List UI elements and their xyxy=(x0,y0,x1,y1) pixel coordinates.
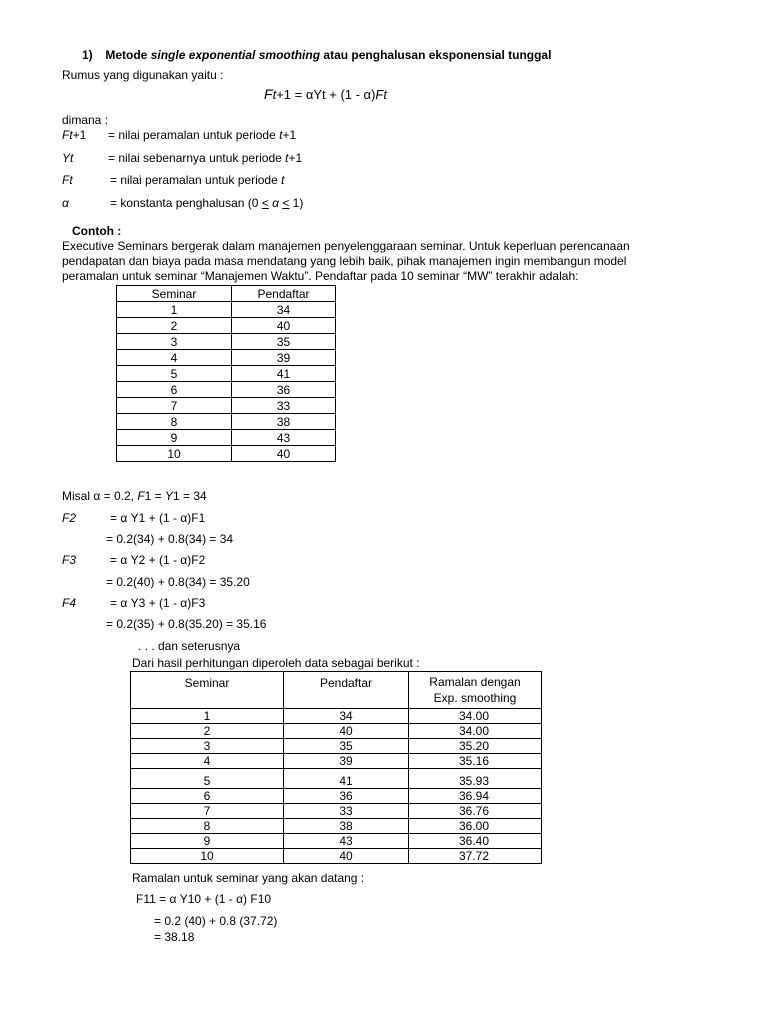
table-cell: 35.93 xyxy=(409,769,542,789)
table-cell: 35 xyxy=(232,334,336,350)
table-row xyxy=(131,819,542,834)
table-row xyxy=(117,366,336,382)
table-cell: 40 xyxy=(232,318,336,334)
calc-equation: = α Y2 + (1 - α)F2 xyxy=(110,553,206,567)
result-intro: Dari hasil perhitungan diperoleh data sebagai berikut : xyxy=(132,656,420,670)
heading-suffix: atau penghalusan eksponensial tunggal xyxy=(320,48,552,62)
table-row xyxy=(117,430,336,446)
table-cell: 39 xyxy=(232,350,336,366)
table-cell: 10 xyxy=(131,849,284,864)
table-row xyxy=(131,834,542,849)
definition-row: Ft+1 xyxy=(62,128,87,142)
table-row xyxy=(131,804,542,819)
table-cell: 38 xyxy=(232,414,336,430)
table-cell: 34.00 xyxy=(409,709,542,724)
table-cell: 33 xyxy=(284,804,409,819)
forecast-equation: F11 = α Y10 + (1 - α) F10 xyxy=(136,892,272,906)
column-header: Seminar xyxy=(131,672,284,709)
table-cell: 5 xyxy=(117,366,232,382)
definition-row: α xyxy=(62,196,69,210)
calc-value: = 0.2(35) + 0.8(35.20) = 35.16 xyxy=(106,617,267,631)
intro-text: Rumus yang digunakan yaitu : xyxy=(62,68,224,82)
column-header: Pendaftar xyxy=(284,672,409,709)
table-row xyxy=(131,724,542,739)
table-cell: 9 xyxy=(117,430,232,446)
table-row xyxy=(131,789,542,804)
table-cell: 36.94 xyxy=(409,789,542,804)
paragraph-line: pendapatan dan biaya pada masa mendatang yang lebih baik, pihak manajemen ingin membangun model xyxy=(62,254,627,268)
heading-prefix: Metode xyxy=(105,48,151,62)
table-cell: 6 xyxy=(131,789,284,804)
table-row xyxy=(117,318,336,334)
heading-italic: single exponential smoothing xyxy=(150,48,321,62)
forecast-substitution: = 0.2 (40) + 0.8 (37.72) xyxy=(154,914,278,928)
table-cell: 35 xyxy=(284,739,409,754)
table-cell: 36 xyxy=(232,382,336,398)
table-cell: 39 xyxy=(284,754,409,769)
column-header: Seminar xyxy=(117,286,232,302)
forecast-result: = 38.18 xyxy=(154,930,195,944)
calc-equation: = α Y1 + (1 - α)F1 xyxy=(110,511,206,525)
table-header-row xyxy=(131,672,542,709)
calc-label: F2 xyxy=(62,511,77,525)
forecast-table xyxy=(130,671,542,864)
table-row xyxy=(131,769,542,789)
column-header: Pendaftar xyxy=(232,286,336,302)
table-row xyxy=(131,739,542,754)
calc-value: = 0.2(40) + 0.8(34) = 35.20 xyxy=(106,575,250,589)
table-row xyxy=(117,302,336,318)
table-cell: 35.16 xyxy=(409,754,542,769)
misal-line: Misal α = 0.2, F1 = Y1 = 34 xyxy=(62,489,207,503)
table-cell: 33 xyxy=(232,398,336,414)
column-header: Ramalan dengan Exp. smoothing xyxy=(409,672,542,709)
table-cell: 41 xyxy=(284,769,409,789)
table-row xyxy=(117,382,336,398)
table-row xyxy=(131,709,542,724)
definition-text: = nilai peramalan untuk periode t xyxy=(110,173,285,187)
table-cell: 41 xyxy=(232,366,336,382)
table-cell: 3 xyxy=(117,334,232,350)
section-heading xyxy=(82,48,551,62)
registrants-table xyxy=(116,285,336,462)
table-cell: 10 xyxy=(117,446,232,462)
table-row xyxy=(117,414,336,430)
table-row xyxy=(131,754,542,769)
table-header-row xyxy=(117,286,336,302)
table-row xyxy=(131,849,542,864)
dimana-label: dimana : xyxy=(62,113,109,127)
calc-label: F4 xyxy=(62,596,77,610)
table-cell: 2 xyxy=(131,724,284,739)
definition-text: = nilai sebenarnya untuk periode t+1 xyxy=(108,151,303,165)
table-cell: 1 xyxy=(117,302,232,318)
table-cell: 8 xyxy=(131,819,284,834)
table-cell: 4 xyxy=(131,754,284,769)
table-cell: 4 xyxy=(117,350,232,366)
definition-row: Ft xyxy=(62,173,73,187)
table-cell: 1 xyxy=(131,709,284,724)
table-cell: 37.72 xyxy=(409,849,542,864)
calc-label: F3 xyxy=(62,553,77,567)
table-cell: 2 xyxy=(117,318,232,334)
table-row xyxy=(117,446,336,462)
definition-row: Yt xyxy=(62,151,74,165)
contoh-heading: Contoh : xyxy=(72,224,122,238)
etc-text: . . . dan seterusnya xyxy=(138,639,241,653)
table-cell: 36 xyxy=(284,789,409,804)
table-row xyxy=(117,398,336,414)
table-cell: 34 xyxy=(232,302,336,318)
table-cell: 7 xyxy=(131,804,284,819)
table-cell: 8 xyxy=(117,414,232,430)
paragraph-line: peramalan untuk seminar “Manajemen Waktu”. Pendaftar pada 10 seminar “MW” terakhir adalah: xyxy=(62,269,579,283)
table-cell: 36.76 xyxy=(409,804,542,819)
heading-number: 1) xyxy=(82,48,93,62)
table-cell: 5 xyxy=(131,769,284,789)
table-cell: 40 xyxy=(284,849,409,864)
calc-equation: = α Y3 + (1 - α)F3 xyxy=(110,596,206,610)
calc-value: = 0.2(34) + 0.8(34) = 34 xyxy=(106,532,234,546)
table-cell: 36.00 xyxy=(409,819,542,834)
table-cell: 35.20 xyxy=(409,739,542,754)
table-cell: 34.00 xyxy=(409,724,542,739)
table-cell: 3 xyxy=(131,739,284,754)
definition-text: = konstanta penghalusan (0 < α < 1) xyxy=(110,196,304,210)
table-cell: 40 xyxy=(232,446,336,462)
table-cell: 7 xyxy=(117,398,232,414)
table-cell: 43 xyxy=(284,834,409,849)
table-row xyxy=(117,350,336,366)
table-cell: 9 xyxy=(131,834,284,849)
definition-text: = nilai peramalan untuk periode t+1 xyxy=(108,128,297,142)
paragraph-line: Executive Seminars bergerak dalam manajemen penyelenggaraan seminar. Untuk keperluan perencanaan xyxy=(62,239,630,253)
table-cell: 38 xyxy=(284,819,409,834)
table-cell: 6 xyxy=(117,382,232,398)
table-cell: 36.40 xyxy=(409,834,542,849)
table-cell: 34 xyxy=(284,709,409,724)
table-cell: 43 xyxy=(232,430,336,446)
forecast-intro: Ramalan untuk seminar yang akan datang : xyxy=(132,871,365,885)
table-row xyxy=(117,334,336,350)
main-formula: Ft+1 = αYt + (1 - α)Ft xyxy=(264,86,387,102)
table-cell: 40 xyxy=(284,724,409,739)
